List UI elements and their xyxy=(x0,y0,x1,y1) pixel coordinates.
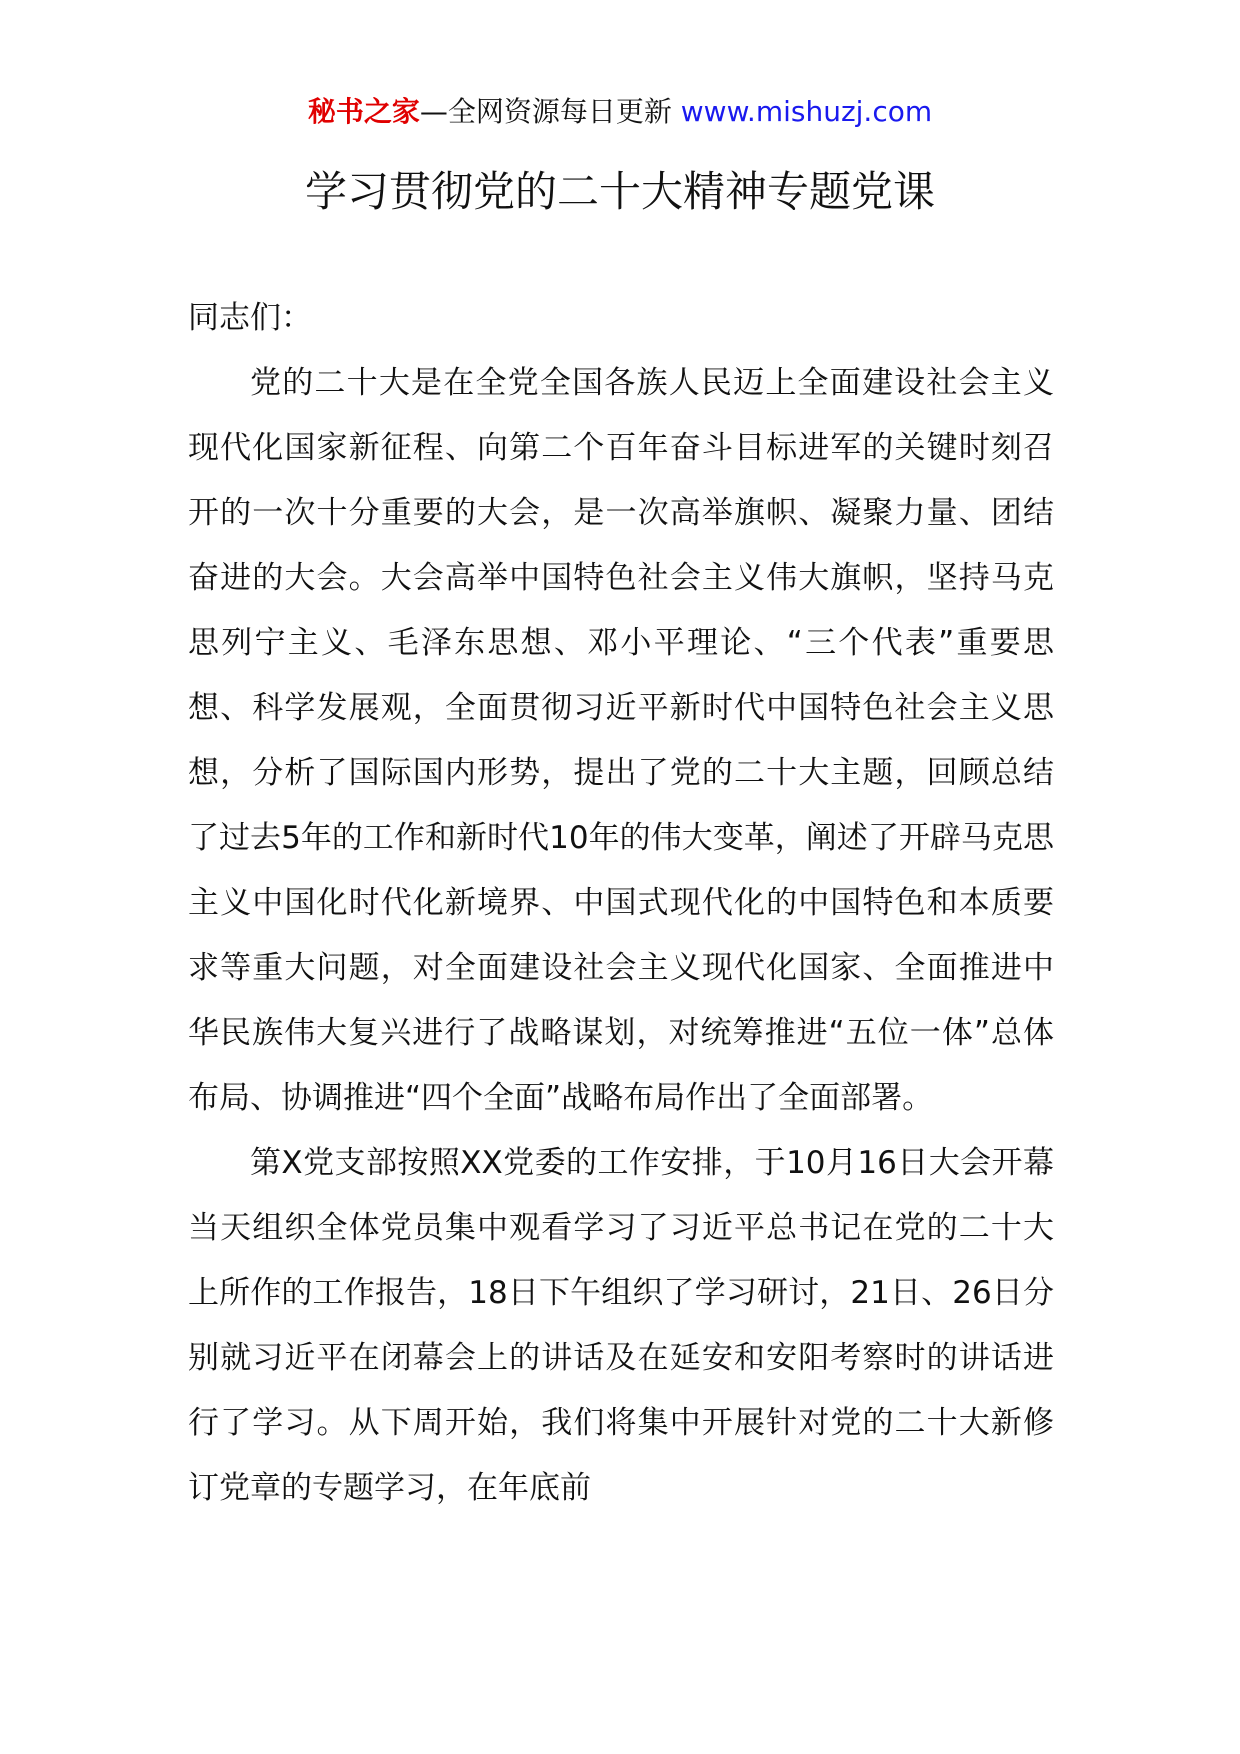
paragraph-1: 党的二十大是在全党全国各族人民迈上全面建设社会主义现代化国家新征程、向第二个百年奋斗目标进军的关键时刻召开的一次十分重要的大会，是一次高举旗帜、凝聚力量、团结奋进的大会。大会高举中国特色社会主义伟大旗帜，坚持马克思列宁主义、毛泽东思想、邓小平理论、“三个代表”重要思想、科学发展观，全面贯彻习近平新时代中国特色社会主义思想，分析了国际国内形势，提出了党的二十大主题，回顾总结了过去5年的工作和新时代10年的伟大变革，阐述了开辟马克思主义中国化时代化新境界、中国式现代化的中国特色和本质要求等重大问题，对全面建设社会主义现代化国家、全面推进中华民族伟大复兴进行了战略谋划，对统筹推进“五位一体”总体布局、协调推进“四个全面”战略布局作出了全面部署。 xyxy=(188,365,1054,1116)
document-title: 学习贯彻党的二十大精神专题党课 xyxy=(304,167,935,216)
site-tagline: —全网资源每日更新 xyxy=(419,95,681,128)
site-url-link[interactable]: www.mishuzj.com xyxy=(680,95,933,128)
paragraph-2: 第X党支部按照XX党委的工作安排，于10月16日大会开幕当天组织全体党员集中观看学习了习近平总书记在党的二十大上所作的工作报告，18日下午组织了学习研讨，21日、26日分别就习近平在闭幕会上的讲话及在延安和安阳考察时的讲话进行了学习。从下周开始，我们将集中开展针对党的二十大新修订党章的专题学习，在年底前 xyxy=(188,1145,1054,1506)
site-header xyxy=(0,92,1240,132)
document-body xyxy=(188,286,1054,1521)
site-brand: 秘书之家 xyxy=(307,95,420,128)
salutation: 同志们： xyxy=(188,300,312,336)
